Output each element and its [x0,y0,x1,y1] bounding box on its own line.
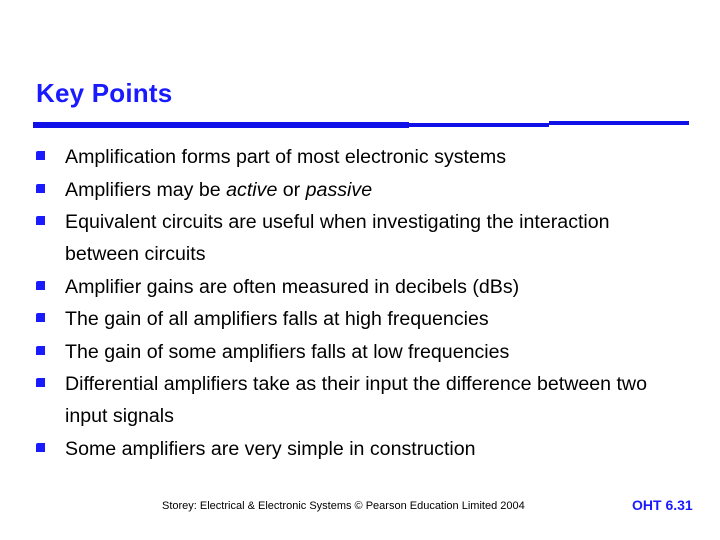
bullet-text [65,206,676,270]
bullet-text-run: Some amplifiers are very simple in construction [65,437,476,460]
bullet-text [65,174,676,206]
rule-segment-right [549,121,689,125]
square-bullet-icon [36,281,45,290]
bullet-item [36,141,676,173]
bullet-item [36,303,676,335]
slide-title: Key Points [36,78,173,108]
bullet-text [65,303,676,335]
slide-number: OHT 6.31 [632,497,693,513]
title-underline-rule [33,120,689,128]
square-bullet-icon [36,443,45,452]
bullet-item [36,174,676,206]
bullet-text-run: or [277,178,306,201]
bullet-text-run: The gain of some amplifiers falls at low frequencies [65,340,510,363]
bullet-list [36,145,676,469]
bullet-text-run: Differential amplifiers take as their input the difference between two input signals [65,373,647,427]
bullet-text-run: Amplifiers may be [65,178,227,201]
square-bullet-icon [36,378,45,387]
bullet-item [36,271,676,303]
bullet-emphasis: passive [305,178,373,201]
square-bullet-icon [36,346,45,355]
bullet-text-run: Amplification forms part of most electronic systems [65,146,506,168]
square-bullet-icon [36,313,45,322]
bullet-emphasis: active [226,178,278,201]
bullet-text-run: Equivalent circuits are useful when investigating the interaction between circuits [65,211,610,265]
square-bullet-icon [36,151,45,160]
rule-segment-thick [33,122,409,128]
square-bullet-icon [36,184,45,193]
bullet-item [36,368,676,432]
bullet-text-run: The gain of all amplifiers falls at high frequencies [65,308,489,330]
rule-segment-middle [409,123,549,127]
footer-credit: Storey: Electrical & Electronic Systems © Pearson Education Limited 2004 [162,500,525,512]
bullet-text [65,141,676,173]
bullet-text [65,433,676,465]
bullet-text-run: Amplifier gains are often measured in decibels (dBs) [65,275,520,298]
square-bullet-icon [36,216,45,225]
bullet-item [36,433,676,465]
bullet-item [36,206,676,270]
bullet-text [65,336,676,368]
bullet-text [65,368,676,432]
bullet-item [36,336,676,368]
bullet-text [65,271,676,303]
